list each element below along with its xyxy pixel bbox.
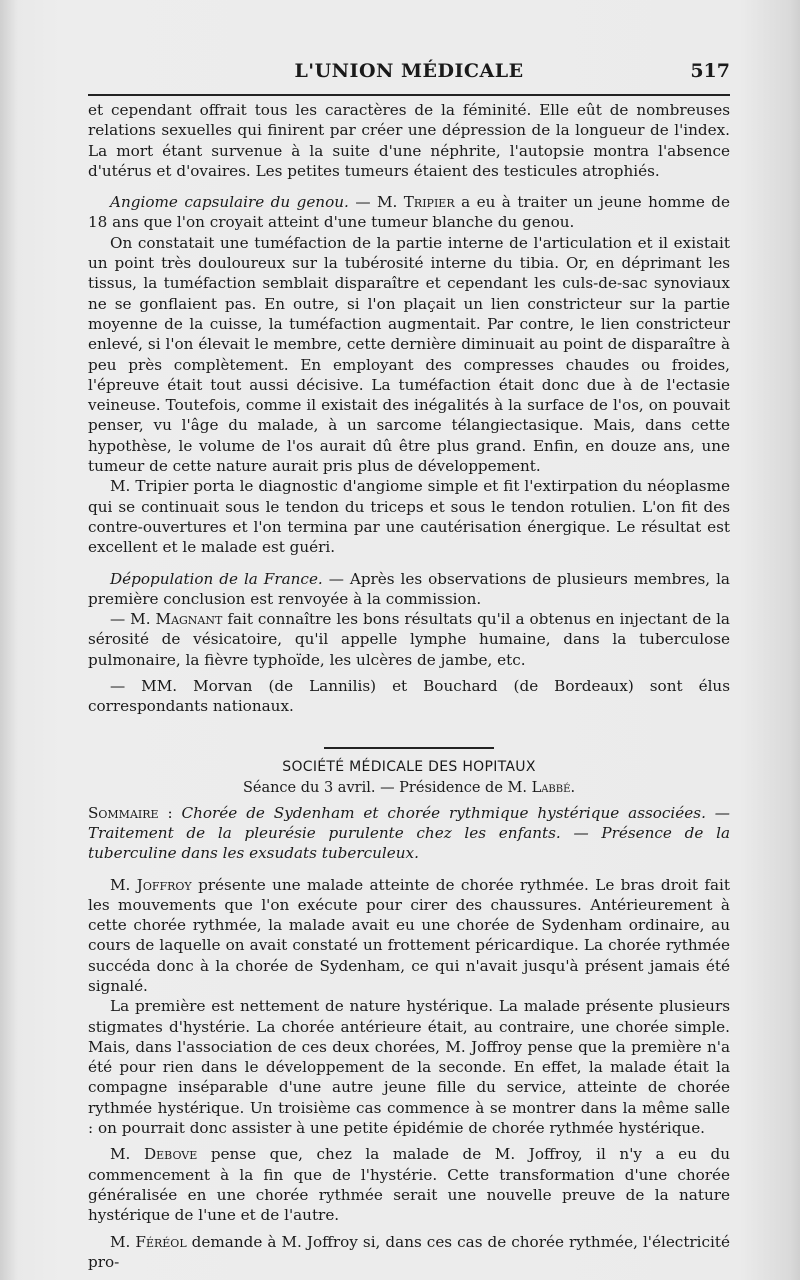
- section-title-angiome: Angiome capsulaire du genou.: [110, 193, 349, 212]
- page-number: 517: [690, 60, 730, 82]
- sommaire-label: Sommaire: [88, 803, 159, 822]
- paragraph-description: On constatait une tuméfaction de la partie interne de l'articulation et il existait un point très douloureux sur la tubérosité interne du tibia. Or, en déprimant les tissus, la tuméfaction semblait disparaître et cependant les culs-de-sac synoviaux ne se gonflaient pas. En outre, si l'on plaçait un lien constricteur sur la partie moyenne de la cuisse, la tuméfaction augmentait. Par contre, le lien constricteur enlevé, si l'on élevait le membre, cette dernière diminuait au point de disparaître à peu près complètement. En employant des compresses chaudes ou froides, l'épreuve était tout aussi décisive. La tuméfaction était donc due à de l'ectasie veineuse. Toutefois, comme il existait des inégalités à la surface de l'os, on pouvait penser, vu l'âge du malade, à un sarcome télangiectasique. Mais, dans cette hypothèse, le volume de l'os aurait dû être plus grand. Enfin, en douze ans, une tumeur de cette nature aurait pris plus de développement.: [88, 233, 730, 476]
- journal-title: L'UNION MÉDICALE: [294, 60, 524, 82]
- section-divider: [324, 747, 494, 749]
- paragraph-fereol: M. Féréol demande à M. Joffroy si, dans ces cas de chorée rythmée, l'électricité pro-: [88, 1232, 730, 1271]
- author-name: M. Joffroy: [110, 875, 192, 894]
- president-name: Labbé: [531, 779, 571, 796]
- paragraph-continuation: et cependant offrait tous les caractères de la féminité. Elle eût de nombreuses relations sexuelles qui finirent par créer une dépression de la longueur de l'index. La mort étant survenue à la suite d'une néphrite, l'autopsie montra l'absence d'utérus et d'ovaires. Les petites tumeurs étaient des testicules atrophiés.: [88, 101, 730, 180]
- sommaire: Sommaire : Chorée de Sydenham et chorée rythmique hystérique associées. — Traitement de la pleurésie purulente chez les enfants. — Présence de la tuberculine dans les exsudats tuberculeux.: [88, 803, 730, 863]
- section-title-depopulation: Dépopulation de la France.: [110, 569, 323, 588]
- seance-line: Séance du 3 avril. — Présidence de M. Labbé.: [242, 779, 576, 796]
- author-name: M. Debove: [110, 1145, 198, 1164]
- paragraph-magnant: — M. Magnant fait connaître les bons résultats qu'il a obtenus en injectant de la sérosité de vésicatoire, qu'il appelle lymphe humaine, dans la tuberculose pulmonaire, la fièvre typhoïde, les ulcères de jambe, etc.: [88, 610, 730, 669]
- paragraph-debove: M. Debove pense que, chez la malade de M. Joffroy, il n'y a eu du commencement à la fin que de l'hystérie. Cette transformation d'une chorée généralisée en une chorée rythmée serait une nouvelle preuve de la nature hystérique de l'une et de l'autre.: [88, 1145, 730, 1225]
- paragraph-hysterie: La première est nettement de nature hystérique. La malade présente plusieurs stigmates d'hystérie. La chorée antérieure était, au contraire, une chorée simple. Mais, dans l'association de ces deux chorées, M. Joffroy pense que la première n'a été pour rien dans le développement de la seconde. En effet, la malade était la compagne inséparable d'une autre jeune fille du service, atteinte de chorée rythmée hystérique. Un troisième cas commence à se montrer dans la même salle : on pourrait donc assister à une petite épidémie de chorée rythmée hystérique.: [88, 997, 730, 1138]
- society-heading: SOCIÉTÉ MÉDICALE DES HOPITAUX: [282, 758, 536, 775]
- paragraph-depopulation: Dépopulation de la France. — Après les observations de plusieurs membres, la première conclusion est renvoyée à la commission.: [88, 569, 730, 608]
- paragraph-diagnosis: M. Tripier porta le diagnostic d'angiome simple et fit l'extirpation du néoplasme qui se continuait sous le tendon du triceps et sous le tendon rotulien. L'on fit des contre-ouvertures et l'on termina par une cautérisation énergique. Le résultat est excellent et le malade est guéri.: [88, 477, 730, 557]
- paragraph-joffroy: M. Joffroy présente une malade atteinte de chorée rythmée. Le bras droit fait les mouvements que l'on exécute pour cirer des chaussures. Antérieurement à cette chorée rythmée, la malade avait eu une chorée de Sydenham ordinaire, au cours de laquelle on avait constaté un frottement péricardique. La chorée rythmée succéda donc à la chorée de Sydenham, ce qui n'avait jusqu'à présent jamais été signalé.: [88, 875, 730, 995]
- author-name: Magnant: [155, 610, 223, 629]
- author-name: M. Féréol: [110, 1232, 187, 1251]
- paragraph-angiome: Angiome capsulaire du genou. — M. Tripier a eu à traiter un jeune homme de 18 ans que l'on croyait atteint d'une tumeur blanche du genou.: [88, 193, 730, 232]
- header-rule: [88, 94, 730, 96]
- author-name: Tripier: [403, 193, 455, 212]
- sommaire-text: Chorée de Sydenham et chorée rythmique hystérique associées. — Traitement de la pleurésie purulente chez les enfants. — Présence de la tuberculine dans les exsudats tuberculeux.: [88, 803, 730, 863]
- paragraph-correspondants: — MM. Morvan (de Lannilis) et Bouchard (de Bordeaux) sont élus correspondants nationaux.: [88, 677, 730, 716]
- running-header: [88, 58, 730, 90]
